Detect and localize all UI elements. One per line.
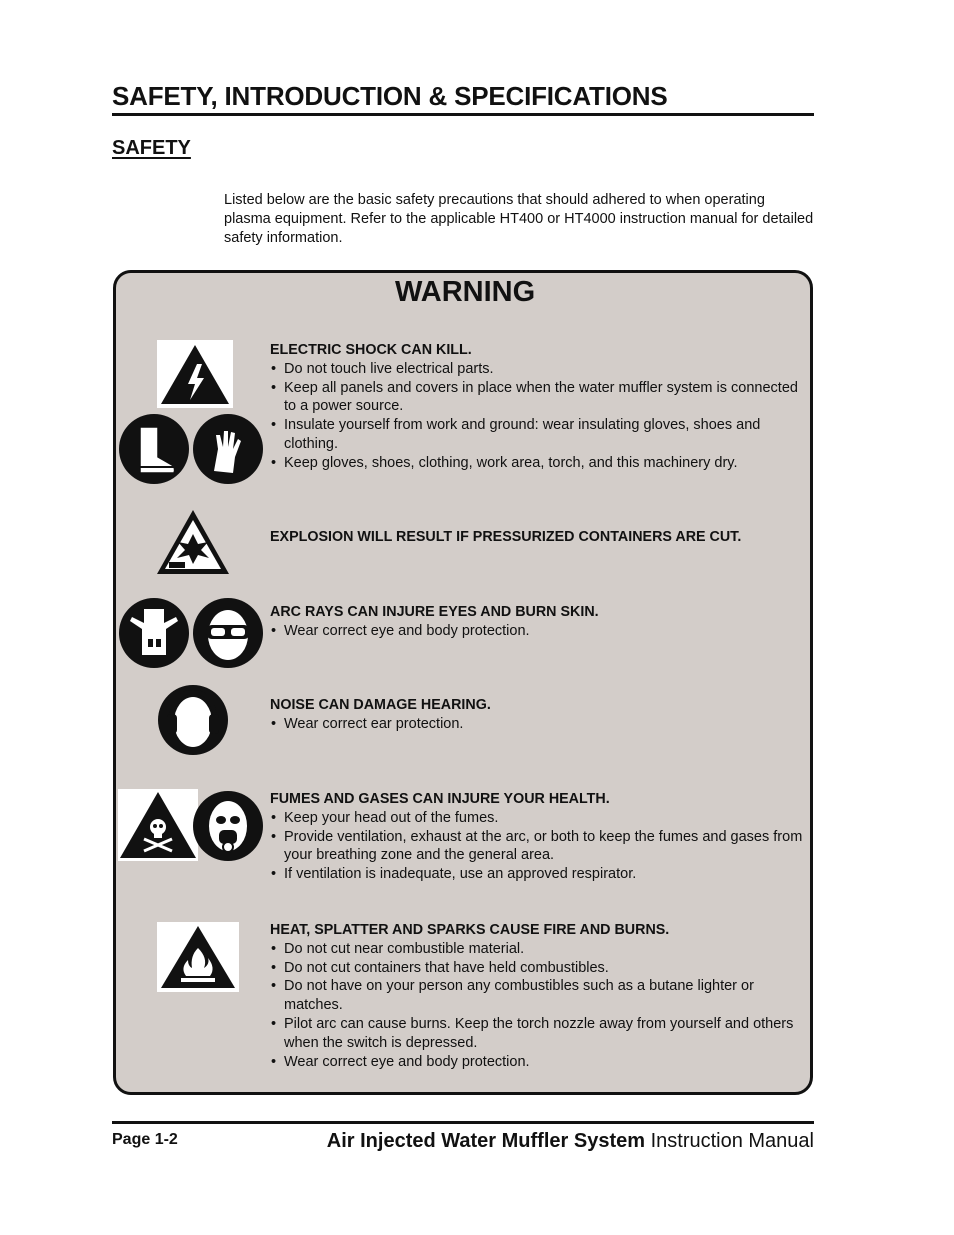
hazard-bullet: • Keep gloves, shoes, clothing, work area, torch, and this machinery dry. [270,454,805,473]
hazard-fumes [270,790,805,884]
hazard-explosion [270,528,805,547]
hazard-bullet: • Wear correct ear protection. [270,715,805,734]
apron-icon [118,597,190,669]
hazard-heading: ELECTRIC SHOCK CAN KILL. [270,342,472,358]
fire-icon [157,922,239,992]
hazard-bullet: • Do not cut near combustible material. [270,940,805,959]
hazard-bullet: • Do not touch live electrical parts. [270,360,805,379]
hazard-bullet: • Wear correct eye and body protection. [270,1053,805,1072]
glove-icon [192,413,264,485]
explosion-icon [155,508,231,576]
hazard-fire [270,921,805,1071]
hazard-bullet: • Pilot arc can cause burns. Keep the torch nozzle away from yourself and others when the switch is depressed. [270,1015,805,1053]
footer-divider [112,1121,814,1124]
hazard-bullet: • Wear correct eye and body protection. [270,622,805,641]
electric-shock-icon [157,340,233,408]
boot-icon [118,413,190,485]
hazard-bullet: • Keep your head out of the fumes. [270,809,805,828]
hazard-bullet: • Provide ventilation, exhaust at the arc, or both to keep the fumes and gases from your breathing zone and the general area. [270,828,805,866]
respirator-icon [192,790,264,862]
hazard-heading: HEAT, SPLATTER AND SPARKS CAUSE FIRE AND BURNS. [270,922,670,938]
hazard-heading: NOISE CAN DAMAGE HEARING. [270,697,491,713]
goggles-icon [192,597,264,669]
ear-protection-icon [155,684,231,756]
footer-page-number: Page 1-2 [112,1131,178,1148]
poison-icon [118,789,198,861]
hazard-heading: FUMES AND GASES CAN INJURE YOUR HEALTH. [270,791,610,807]
hazard-heading: ARC RAYS CAN INJURE EYES AND BURN SKIN. [270,604,599,620]
hazard-electric-shock [270,341,805,473]
hazard-bullet: • Insulate yourself from work and ground: wear insulating gloves, shoes and clothing. [270,416,805,454]
hazard-arc-rays [270,603,805,641]
intro-paragraph: Listed below are the basic safety precautions that should adhered to when operating plasma equipment. Refer to the applicable HT400 or HT4000 instruction manual for detailed safety information. [224,192,814,246]
hazard-heading: EXPLOSION WILL RESULT IF PRESSURIZED CONTAINERS ARE CUT. [270,529,742,545]
page-title: SAFETY, INTRODUCTION & SPECIFICATIONS [112,80,814,116]
hazard-bullet: • Do not have on your person any combustibles such as a butane lighter or matches. [270,977,805,1015]
footer-title: Air Injected Water Muffler System Instruction Manual [326,1130,814,1152]
hazard-bullet: • Do not cut containers that have held combustibles. [270,959,805,978]
section-title: SAFETY [112,137,191,159]
hazard-noise [270,696,805,734]
hazard-bullet: • Keep all panels and covers in place when the water muffler system is connected to a power source. [270,379,805,417]
hazard-bullet: • If ventilation is inadequate, use an approved respirator. [270,865,805,884]
